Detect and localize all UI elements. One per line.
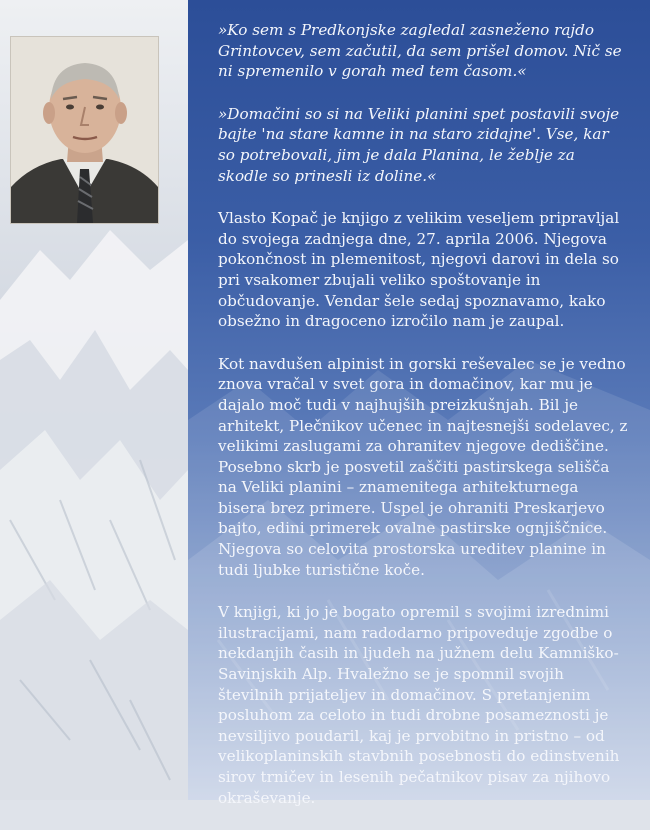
- mountain-background: [0, 0, 188, 800]
- paragraph-1-text: Vlasto Kopač je knjigo z velikim veseljem pripravljal do svojega zadnjega dne, 27. aprila 2006. Njegova pokončnost in plemenitost, njegovi darovi in dela so pri vsakomer zbujali veliko spoštovanje in občudovanje. Vendar šele sedaj spoznavamo, kako obsežno in dragoceno izročilo nam je zaupal.: [218, 209, 620, 331]
- paragraph-2-text: Kot navdušen alpinist in gorski reševalec se je vedno znova vračal v svet gora in domačinov, kar mu je dajalo moč tudi v najhujših preizkušnjah. Bil je arhitekt, Plečnikov učenec in najtesnejši sodelavec, z velikimi zaslugami za ohranitev njegove dediščine. Posebno skrb je posvetil zaščiti pastirskega selišča na Veliki planini – znamenitega arhitekturnega bisera brez primere. Uspel je ohraniti Preskarjevo bajto, edini primerek ovalne pastirske ognjiščnice. Njegova so celovita prostorska ureditev planine in tudi ljubke turistične koče.: [218, 354, 628, 579]
- paragraph-3: [218, 602, 628, 808]
- quote-1: »Ko sem s Predkonjske zagledal zasneženo rajdo Grintovcev, sem začutil, da sem prišel domov. Nič se ni spremenilo v gorah med tem časom.«: [218, 21, 622, 81]
- author-portrait: [11, 37, 158, 223]
- back-cover-text: [218, 20, 628, 830]
- paragraph-1: [218, 208, 628, 332]
- portrait-photo: [11, 37, 158, 223]
- paragraph-3-text: V knjigi, ki jo je bogato opremil s svojimi izrednimi ilustracijami, nam radodarno pripoveduje zgodbe o nekdanjih časih in ljudeh na južnem delu Kamniško-Savinjskih Alp. Hvaležno se je spomnil svojih številnih prijateljev in domačinov. S pretanjenim posluhom za celoto in tudi drobne posameznosti je nevsiljivo poudaril, kaj je prvobitno in pristno – od velikoplaninskih stavbnih posebnosti do edinstvenih sirov trničev in lesenih pečatnikov pisav za njihovo okraševanje.: [218, 603, 620, 807]
- paragraph-2: [218, 354, 628, 581]
- quote-2: »Domačini so si na Veliki planini spet postavili svoje bajte 'na stare kamne in na staro zidajne'. Vse, kar so potrebovali, jim je dala Planina, le žeblje za skodle so prinesli iz doline.«: [218, 104, 620, 185]
